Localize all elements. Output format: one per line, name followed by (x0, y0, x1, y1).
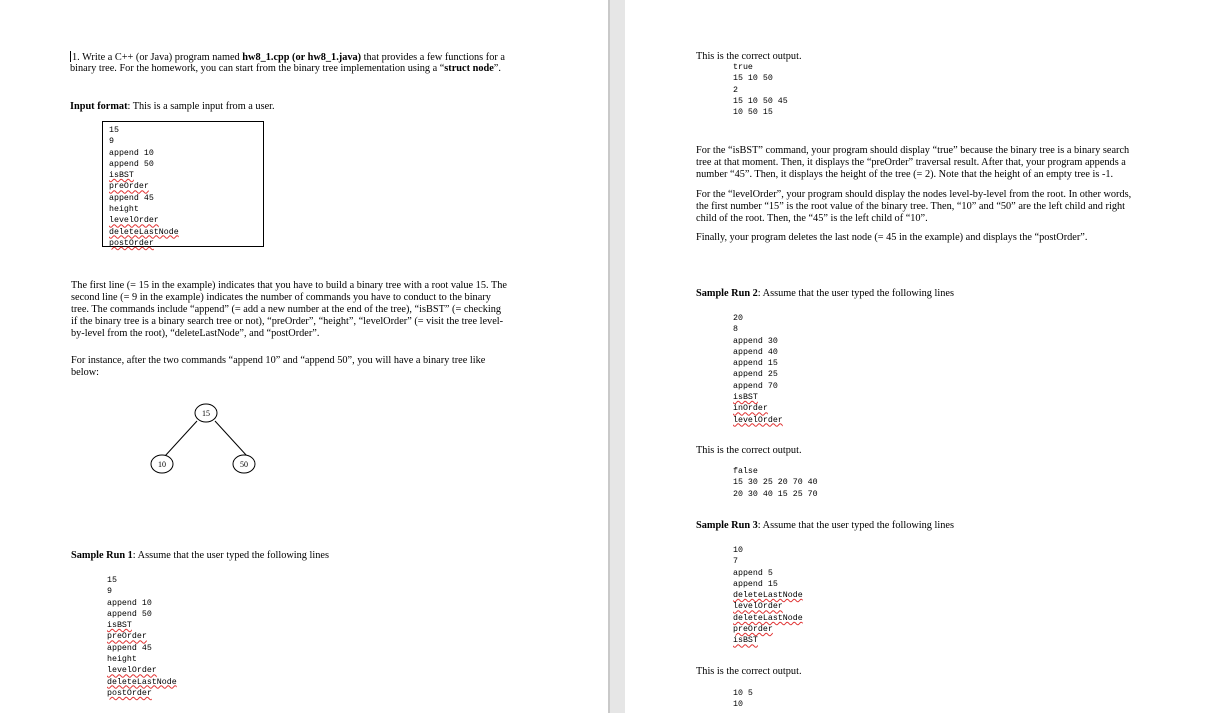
file-names: hw8_1.cpp (or hw8_1.java) (242, 52, 362, 63)
output-3-lines (733, 688, 753, 711)
code-line: 15 (109, 126, 119, 135)
code-line: true (733, 63, 753, 72)
code-line: 15 10 50 45 (733, 96, 788, 106)
code-line: height (109, 205, 139, 215)
output-2-lines (733, 466, 818, 500)
tree-edge-right (215, 421, 247, 456)
code-line: append 15 (733, 359, 778, 369)
code-line: deleteLastNode (107, 677, 177, 687)
explanation-line: child of the root. Then, the “45” is the left child of “10”. (696, 213, 928, 224)
explanation-line: number “45”. Then, it displays the height of the tree (= 2). Note that the height of an empty tree is -1. (696, 169, 1114, 180)
code-line: 7 (733, 557, 738, 567)
sample-run-3-lines (733, 545, 803, 647)
explanation-line: Finally, your program deletes the last node (= 45 in the example) and displays the “postOrder”. (696, 232, 1088, 243)
code-line: 15 (107, 576, 117, 585)
code-line: deleteLastNode (733, 613, 803, 623)
code-line: false (733, 467, 758, 476)
instance-line: For instance, after the two commands “append 10” and “append 50”, you will have a binary tree like (71, 355, 486, 366)
instance-line: below: (71, 367, 100, 378)
code-line: append 50 (107, 609, 152, 619)
sample-run-2-lines (733, 313, 783, 426)
description-line: if the binary tree is a binary search tree or not), “preOrder”, “height”, “levelOrder” (= visit the tree level- (71, 316, 504, 327)
code-line: inOrder (733, 404, 768, 414)
description-line: The first line (= 15 in the example) indicates that you have to build a binary tree with a root value 15. The (71, 280, 507, 291)
code-line: postOrder (107, 688, 152, 698)
question-number: 1 (72, 52, 78, 63)
tree-edge-left (165, 421, 197, 456)
input-sample-lines (109, 125, 179, 249)
code-line: 9 (107, 587, 112, 597)
code-line: levelOrder (733, 602, 783, 612)
binary-tree-diagram (140, 395, 270, 480)
code-line: 2 (733, 85, 738, 95)
description-line: tree. The commands include “append” (= add a new number at the end of the tree), “isBST” (= checking (71, 304, 502, 315)
code-line: 10 50 15 (733, 108, 773, 118)
code-line: append 50 (109, 159, 154, 169)
code-line: preOrder (107, 632, 147, 642)
output-1-lines (733, 62, 788, 118)
code-line: isBST (733, 636, 758, 646)
question-line-2 (70, 63, 501, 75)
struct-node: struct node (444, 63, 494, 74)
intro-text-2: that provides a few functions for a (361, 52, 505, 63)
code-line: preOrder (733, 625, 773, 635)
code-line: isBST (733, 393, 758, 403)
intro-text-3: binary tree. For the homework, you can start from the binary tree implementation using a “ (70, 63, 445, 74)
code-line: levelOrder (109, 216, 159, 226)
description-line: by-level from the root), “deleteLastNode”, and “postOrder”. (71, 328, 320, 339)
code-line: 9 (109, 137, 114, 147)
code-line: levelOrder (107, 666, 157, 676)
code-line: isBST (107, 621, 132, 631)
explanation-line: For the “isBST” command, your program should display “true” because the binary tree is a binary search (696, 145, 1130, 156)
code-line: 10 (733, 546, 743, 555)
sample-run-1-rest: : Assume that the user typed the following lines (132, 550, 329, 561)
code-line: deleteLastNode (733, 591, 803, 601)
text-cursor (70, 51, 71, 62)
code-line: 8 (733, 325, 738, 335)
code-line: append 10 (109, 148, 154, 158)
code-line: height (107, 655, 137, 665)
correct-output-heading: This is the correct output. (696, 666, 802, 677)
code-line: append 45 (109, 193, 154, 203)
code-line: postOrder (109, 238, 154, 248)
page-gutter (608, 0, 610, 713)
code-line: append 10 (107, 598, 152, 608)
code-line: preOrder (109, 182, 149, 192)
tree-node-left-label: 10 (158, 460, 166, 469)
code-line: 15 30 25 20 70 40 (733, 478, 818, 488)
code-line: levelOrder (733, 415, 783, 425)
code-line: append 40 (733, 347, 778, 357)
code-line: deleteLastNode (109, 227, 179, 237)
sample-run-3-rest: : Assume that the user typed the following lines (757, 520, 954, 531)
tree-node-right-label: 50 (240, 460, 248, 469)
code-line: append 70 (733, 381, 778, 391)
sample-run-1-label: Sample Run 1 (71, 550, 133, 561)
sample-run-2-label: Sample Run 2 (696, 288, 758, 299)
code-line: 20 30 40 15 25 70 (733, 489, 818, 499)
sample-run-1-lines (107, 575, 177, 699)
document-page-right (625, 0, 1216, 713)
code-line: append 45 (107, 643, 152, 653)
code-line: append 25 (733, 370, 778, 380)
description-line: second line (= 9 in the example) indicates the number of commands you have to conduct to the binary (71, 292, 491, 303)
sample-run-1-heading (71, 550, 329, 562)
explanation-line: tree at that moment. Then, it displays the “preOrder” traversal result. After that, your program appends a (696, 157, 1126, 168)
code-line: 20 (733, 314, 743, 323)
intro-text: . Write a C++ (or Java) program named (77, 52, 243, 63)
code-line: append 5 (733, 568, 773, 578)
code-line: 10 (733, 700, 743, 710)
tree-node-root-label: 15 (202, 409, 210, 418)
code-line: 15 10 50 (733, 74, 773, 84)
correct-output-heading: This is the correct output. (696, 445, 802, 456)
input-format-rest: : This is a sample input from a user. (127, 101, 275, 112)
sample-run-3-heading (696, 520, 954, 532)
explanation-line: the first number “15” is the root value of the binary tree. Then, “10” and “50” are the left child and right (696, 201, 1125, 212)
sample-run-3-label: Sample Run 3 (696, 520, 758, 531)
correct-output-heading: This is the correct output. (696, 51, 802, 62)
code-line: append 30 (733, 336, 778, 346)
input-format-heading (70, 101, 275, 113)
explanation-line: For the “levelOrder”, your program should display the nodes level-by-level from the root. In other words, (696, 189, 1132, 200)
sample-run-2-rest: : Assume that the user typed the following lines (757, 288, 954, 299)
sample-run-2-heading (696, 288, 954, 300)
code-line: append 15 (733, 579, 778, 589)
code-line: 10 5 (733, 689, 753, 698)
input-format-label: Input format (70, 101, 128, 112)
code-line: isBST (109, 171, 134, 181)
intro-text-4: ”. (493, 63, 501, 74)
